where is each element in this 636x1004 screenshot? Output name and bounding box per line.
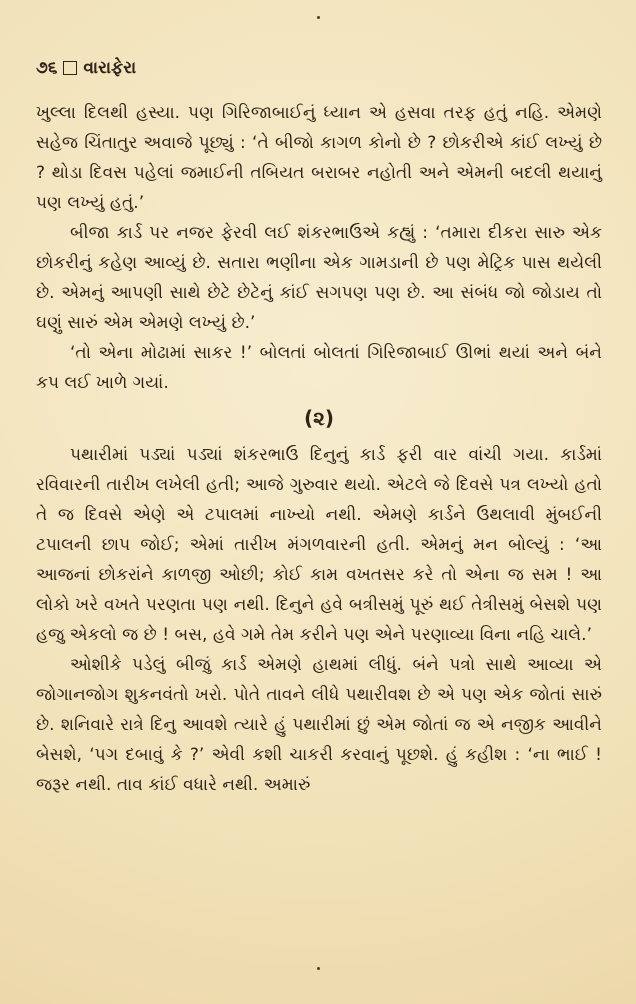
page-number: ૭૬ <box>36 58 58 78</box>
running-title: વારાફેરા <box>83 58 137 78</box>
paragraph-4: પથારીમાં પડ્યાં પડ્યાં શંકરભાઉ દિનુનું કાર્ડ ફરી વાર વાંચી ગયા. કાર્ડમાં રવિવારની તારીખ લખેલી હતી; આજે ગુરુવાર થયો. એટલે જે દિવસે પત્ર લખ્યો હતો તે જ દિવસે એણે એ ટપાલમાં નાખ્યો નથી. એમણે કાર્ડને ઉથલાવી મુંબઈની ટપાલની છાપ જોઈ; એમાં તારીખ મંગળવારની હતી. એમનું મન બોલ્યું : ‘આ આજનાં છોકરાંને કાળજી ઓછી; કોઈ કામ વખતસર કરે તો એના જ સમ ! આ લોકો ખરે વખતે પરણતા પણ નથી. દિનુને હવે બત્રીસમું પૂરું થઈ તેત્રીસમું બેસશે પણ હજુ એકલો જ છે ! બસ, હવે ગમે તેમ કરીને પણ એને પરણાવ્યા વિના નહિ ચાલે.’ <box>36 445 602 645</box>
square-icon <box>63 61 77 75</box>
top-print-mark <box>317 16 320 19</box>
body-text <box>36 98 602 800</box>
section-number: (૨) <box>303 406 335 430</box>
paragraph-2: બીજા કાર્ડ પર નજર ફેરવી લઈ શંકરભાઉએ કહ્યું : ‘તમારા દીકરા સારુ એક છોકરીનું કહેણ આવ્યું છે. સતારા ભણીના એક ગામડાની છે પણ મેટ્રિક પાસ થયેલી છે. એમનું આપણી સાથે છેટે છેટેનું કાંઈ સગપણ પણ છે. આ સંબંધ જો જોડાય તો ઘણું સારું એમ એમણે લખ્યું છે.’ <box>36 223 602 333</box>
paragraph-5: ઓશીકે પડેલું બીજું કાર્ડ એમણે હાથમાં લીધું. બંને પત્રો સાથે આવ્યા એ જોગાનજોગ શુકનવંતો ખરો. પોતે તાવને લીધે પથારીવશ છે એ પણ એક જોતાં સારું છે. શનિવારે રાત્રે દિનુ આવશે ત્યારે હું પથારીમાં છું એમ જોતાં જ એ નજીક આવીને બેસશે, ‘પગ દબાવું કે ?’ એવી કશી ચાકરી કરવાનું પૂછશે. હું કહીશ : ‘ના ભાઈ ! જરૂર નથી. તાવ કાંઈ વધારે નથી. અમારું <box>36 655 602 795</box>
paragraph-3: ‘તો એના મોઢામાં સાકર !’ બોલતાં બોલતાં ગિરિજાબાઈ ઊભાં થયાં અને બંને કપ લઈ ખાળે ગયાં. <box>36 343 602 393</box>
paragraph-1: ખુલ્લા દિલથી હસ્યા. પણ ગિરિજાબાઈનું ધ્યાન એ હસવા તરફ હતું નહિ. એમણે સહેજ ચિંતાતુર અવાજે પૂછ્યું : ‘તે બીજો કાગળ કોનો છે ? છોકરીએ કાંઈ લખ્યું છે ? થોડા દિવસ પહેલાં જમાઈની તબિયત બરાબર નહોતી અને એમની બદલી થયાનું પણ લખ્યું હતું.’ <box>36 103 602 213</box>
page-header <box>36 58 602 78</box>
bottom-print-mark <box>317 967 320 970</box>
